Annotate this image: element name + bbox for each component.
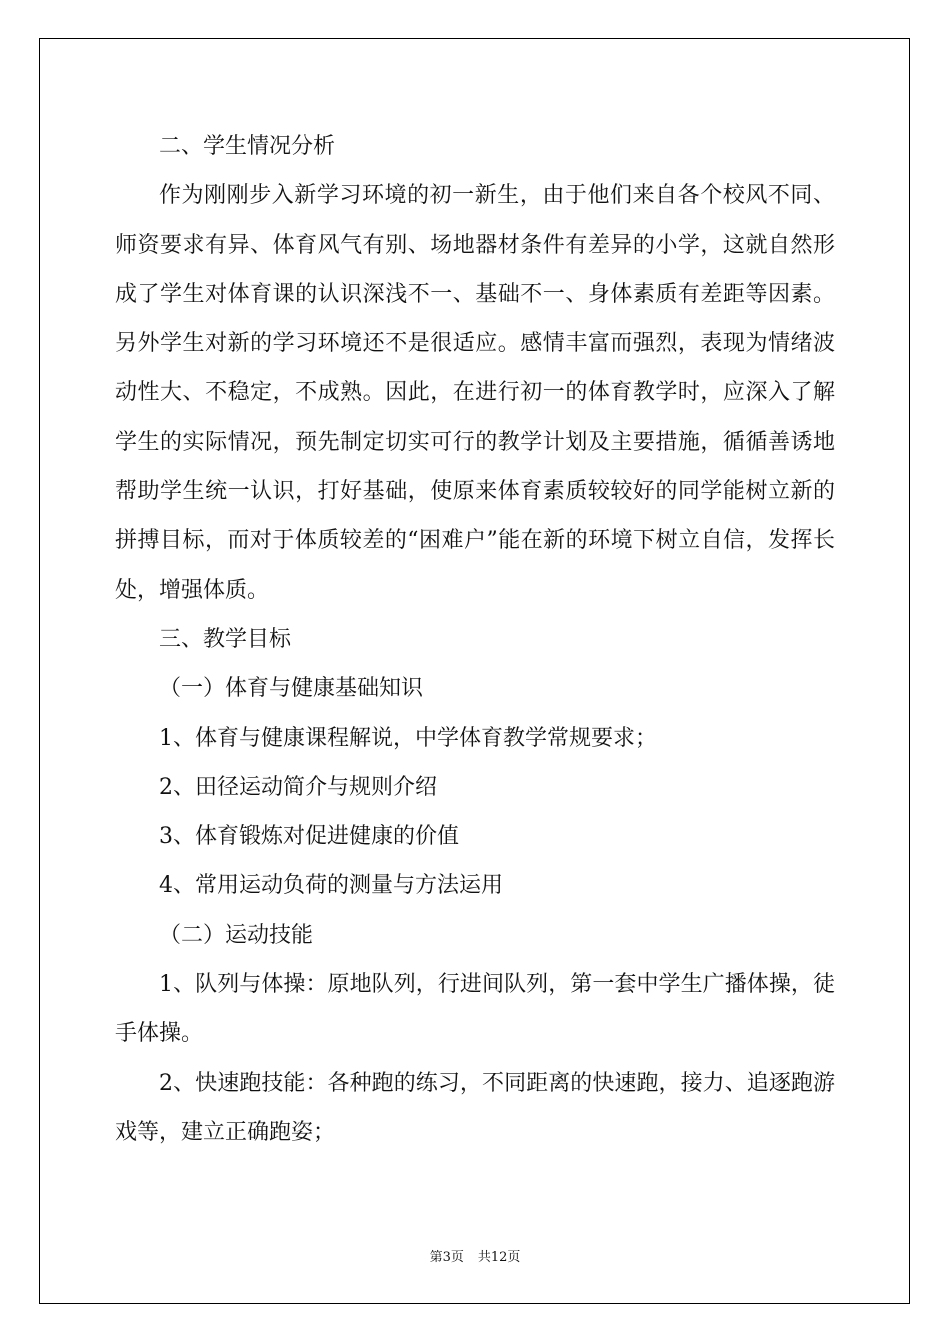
page-total: 共12页 xyxy=(477,1250,521,1265)
subheading-motor-skills: （二）运动技能 xyxy=(159,922,314,948)
list-item: 1、队列与体操：原地队列，行进间队列，第一套中学生广播体操，徒手体操。 xyxy=(115,972,835,1047)
subheading-health-knowledge: （一）体育与健康基础知识 xyxy=(159,676,424,702)
section-heading-student-analysis: 二、学生情况分析 xyxy=(159,134,336,159)
list-item: 2、田径运动简介与规则介绍 xyxy=(159,774,437,800)
document-body xyxy=(115,122,835,1157)
page-footer xyxy=(0,1246,950,1265)
paragraph-student-analysis: 作为刚刚步入新学习环境的初一新生，由于他们来自各个校风不同、师资要求有异、体育风气有别、场地器材条件有差异的小学，这就自然形成了学生对体育课的认识深浅不一、基础不一、身体素质有差距等因素。另外学生对新的学习环境还不是很适应。感情丰富而强烈，表现为情绪波动性大、不稳定，不成熟。因此，在进行初一的体育教学时，应深入了解学生的实际情况，预先制定切实可行的教学计划及主要措施，循循善诱地帮助学生统一认识，打好基础，使原来体育素质较较好的同学能树立新的拼搏目标，而对于体质较差的“困难户”能在新的环境下树立自信，发挥长处，增强体质。 xyxy=(115,183,835,603)
list-item: 1、体育与健康课程解说，中学体育教学常规要求； xyxy=(159,725,657,751)
page-number: 第3页 xyxy=(429,1250,464,1265)
list-item: 3、体育锻炼对促进健康的价值 xyxy=(159,824,459,850)
list-item: 2、快速跑技能：各种跑的练习，不同距离的快速跑，接力、追逐跑游戏等，建立正确跑姿； xyxy=(115,1070,835,1145)
list-item: 4、常用运动负荷的测量与方法运用 xyxy=(159,873,503,899)
section-heading-teaching-goals: 三、教学目标 xyxy=(159,626,292,652)
